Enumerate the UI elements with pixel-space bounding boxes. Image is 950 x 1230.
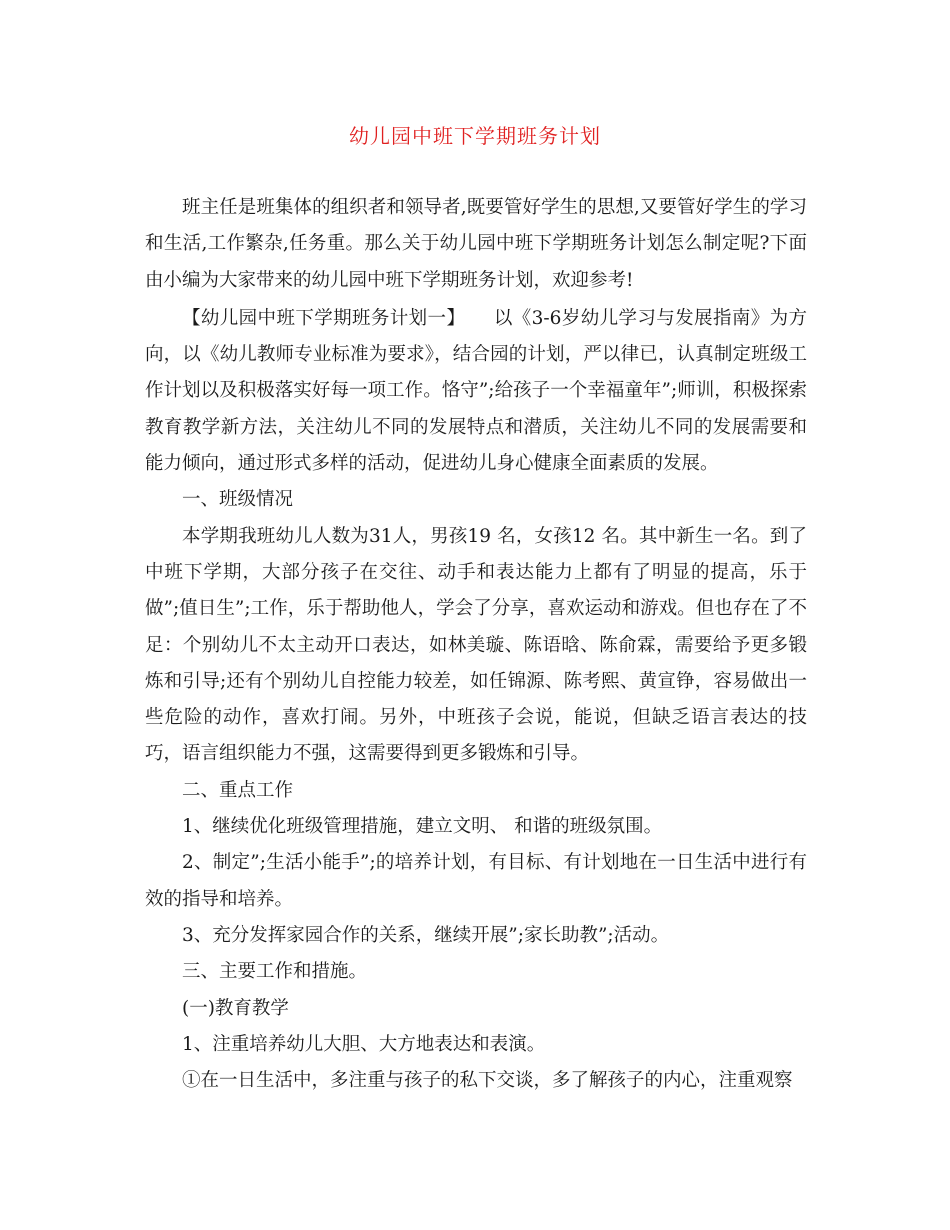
subsection-heading-education: (一)教育教学 [182,997,289,1019]
paragraph-plan-one: 【幼儿园中班下学期班务计划一】 以《3-6岁幼儿学习与发展指南》为方向，以《幼儿教师专业标准为要求》，结合园的计划，严以律已，认真制定班级工作计划以及积极落实好每一项工作。恪守”;给孩子一个幸福童年”;师训，积极探索教育教学新方法，关注幼儿不同的发展特点和潜质，关注幼儿不同的发展需要和能力倾向，通过形式多样的活动，促进幼儿身心健康全面素质的发展。 [145,307,807,475]
document-title: 幼儿园中班下学期班务计划 [349,124,601,148]
list-item-key-work-3: 3、充分发挥家园合作的关系，继续开展”;家长助教”;活动。 [182,924,670,946]
list-item-education-1: 1、注重培养幼儿大胆、大方地表达和表演。 [182,1033,546,1055]
list-item-key-work-2: 2、制定”;生活小能手”;的培养计划，有目标、有计划地在一日生活中进行有效的指导和培养。 [145,852,807,910]
list-item-education-1a: ①在一日生活中，多注重与孩子的私下交谈，多了解孩子的内心，注重观察 [182,1070,793,1092]
section-heading-main-work: 三、主要工作和措施。 [182,961,368,983]
section-heading-class-situation: 一、班级情况 [182,489,294,511]
section-heading-key-work: 二、重点工作 [182,779,294,801]
list-item-key-work-1: 1、继续优化班级管理措施，建立文明、 和谐的班级氛围。 [182,816,663,838]
paragraph-intro: 班主任是班集体的组织者和领导者,既要管好学生的思想,又要管好学生的学习和生活,工作繁杂,任务重。那么关于幼儿园中班下学期班务计划怎么制定呢?下面由小编为大家带来的幼儿园中班下学期班务计划，欢迎参考! [145,197,807,291]
document-body [145,190,807,1099]
paragraph-class-situation: 本学期我班幼儿人数为31人，男孩19 名，女孩12 名。其中新生一名。到了中班下学期，大部分孩子在交往、动手和表达能力上都有了明显的提高，乐于做”;值日生”;工作，乐于帮助他人，学会了分享，喜欢运动和游戏。但也存在了不足：个别幼儿不太主动开口表达，如林美璇、陈语晗、陈俞霖，需要给予更多锻炼和引导;还有个别幼儿自控能力较差，如任锦源、陈考熙、黄宣铮，容易做出一些危险的动作，喜欢打闹。另外，中班孩子会说，能说，但缺乏语言表达的技巧，语言组织能力不强，这需要得到更多锻炼和引导。 [145,525,807,765]
